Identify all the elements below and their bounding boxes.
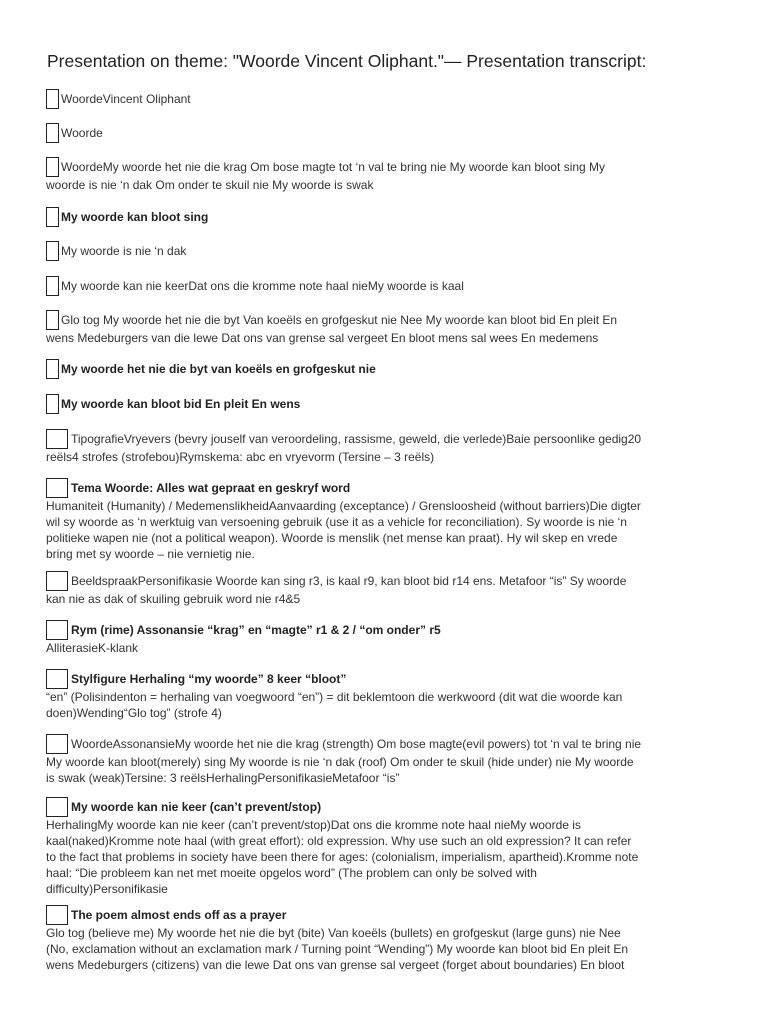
slide-item-10 (46, 429, 722, 465)
slide-thumbnail[interactable] (46, 359, 59, 379)
slide-item-11 (46, 478, 722, 562)
slide-item-7 (46, 310, 722, 346)
slide-item-1 (46, 89, 722, 109)
slide-text-line: AlliterasieK-klank (46, 641, 139, 655)
slide-text-line: My woorde kan nie keerDat ons die kromme note haal nieMy woorde is kaal (61, 279, 464, 293)
slide-text-line: wens Medeburgers van die lewe Dat ons van grense sal vergeet En bloot mens sal wees En medemens (46, 331, 599, 345)
slide-text-line: kaal(naked)Kromme note haal (with great effort): old expression. Why use such an old expression? It can refer (46, 834, 632, 848)
slide-text-line: Humaniteit (Humanity) / MedemenslikheidAanvaarding (exceptance) / Grensloosheid (without barriers)Die digter (46, 499, 641, 513)
slide-thumbnail[interactable] (46, 797, 68, 817)
page-title: Presentation on theme: "Woorde Vincent Oliphant."— Presentation transcript: (47, 51, 647, 71)
slide-text-line: “en” (Polisindenton = herhaling van voegwoord “en”) = dit beklemtoon die werkwoord (dit wat die woorde kan (46, 690, 623, 704)
slide-text-line: Glo tog My woorde het nie die byt Van koeëls en grofgeskut nie Nee My woorde kan bloot bid En pleit En (61, 313, 618, 327)
slide-text-line: is swak (weak)Tersine: 3 reëlsHerhalingPersonifikasieMetafoor “is” (46, 771, 400, 785)
slide-heading: Rym (rime) Assonansie “krag” en “magte” r1 & 2 / “om onder” r5 (71, 623, 441, 637)
slide-thumbnail[interactable] (46, 734, 68, 754)
slide-text-line: haal: “Die probleem kan net met moeite opgelos word” (The problem can only be solved with (46, 866, 537, 880)
slide-text-line: My woorde is nie ‘n dak (61, 244, 187, 258)
slide-item-9 (46, 394, 722, 414)
slide-text-line: wens Medeburgers (citizens) van die lewe Dat ons van grense sal vergeet (forget about boundaries) En bloot (46, 958, 625, 972)
slide-text-line: bring met sy woorde – nie vernietig nie. (46, 547, 255, 561)
slide-heading: My woorde het nie die byt van koeëls en grofgeskut nie (61, 362, 376, 376)
slide-text-line: reëls4 strofes (strofebou)Rymskema: abc en vryevorm (Tersine – 3 reëls) (46, 450, 435, 464)
slide-thumbnail[interactable] (46, 394, 59, 414)
slide-item-15 (46, 734, 722, 786)
slide-thumbnail[interactable] (46, 905, 68, 925)
slide-text-line: doen)Wending“Glo tog” (strofe 4) (46, 706, 222, 720)
slide-item-14 (46, 669, 722, 721)
slide-item-16 (46, 797, 722, 897)
slide-item-4 (46, 207, 722, 227)
slide-thumbnail[interactable] (46, 123, 59, 143)
slide-item-5 (46, 241, 722, 261)
slide-heading: My woorde kan bloot bid En pleit En wens (61, 397, 301, 411)
slide-thumbnail[interactable] (46, 89, 59, 109)
slide-text-line: Glo tog (believe me) My woorde het nie die byt (bite) Van koeëls (bullets) en grofgeskut (large guns) nie Nee (46, 926, 621, 940)
slide-thumbnail[interactable] (46, 571, 68, 591)
slide-heading: The poem almost ends off as a prayer (71, 908, 287, 922)
slide-text-line: WoordeVincent Oliphant (61, 92, 191, 106)
slide-text-line: kan nie as dak of skuiling gebruik word nie r4&5 (46, 592, 301, 606)
slide-thumbnail[interactable] (46, 207, 59, 227)
slide-thumbnail[interactable] (46, 241, 59, 261)
slide-item-6 (46, 276, 722, 296)
slide-thumbnail[interactable] (46, 310, 59, 330)
slide-item-13 (46, 620, 722, 656)
slide-text-line: BeeldspraakPersonifikasie Woorde kan sing r3, is kaal r9, kan bloot bid r14 ens. Metafoor “is” Sy woorde (71, 574, 627, 588)
slide-thumbnail[interactable] (46, 429, 68, 449)
slide-text-line: to the fact that problems in society have been there for ages: (colonialism, imperialism, apartheid).Kromme note (46, 850, 639, 864)
slide-text-line: (No, exclamation without an exclamation mark / Turning point “Wending”) My woorde kan bloot bid En pleit En (46, 942, 629, 956)
slide-heading: My woorde kan bloot sing (61, 210, 209, 224)
slide-text-line: woorde is nie ‘n dak Om onder te skuil nie My woorde is swak (46, 178, 374, 192)
slide-heading: Stylfigure Herhaling “my woorde” 8 keer “bloot” (71, 672, 347, 686)
slide-item-8 (46, 359, 722, 379)
slide-item-3 (46, 157, 722, 193)
slide-text-line: TipografieVryevers (bevry jouself van veroordeling, rassisme, geweld, die verlede)Baie persoonlike gedig20 (71, 432, 642, 446)
slide-thumbnail[interactable] (46, 478, 68, 498)
slide-heading: My woorde kan nie keer (can’t prevent/stop) (71, 800, 322, 814)
slide-text-line: WoordeMy woorde het nie die krag Om bose magte tot ‘n val te bring nie My woorde kan bloot sing My (61, 160, 606, 174)
slide-heading: Tema Woorde: Alles wat gepraat en geskryf word (71, 481, 351, 495)
slide-text-line: politieke wapen nie (not a political weapon). Woorde is menslik (net mense kan praat). Hy wil skep en vrede (46, 531, 618, 545)
slide-item-2 (46, 123, 722, 143)
slide-thumbnail[interactable] (46, 669, 68, 689)
slide-item-17 (46, 905, 722, 973)
slide-text-line: WoordeAssonansieMy woorde het nie die krag (strength) Om bose magte(evil powers) tot ‘n val te bring nie (71, 737, 642, 751)
slide-text-line: My woorde kan bloot(merely) sing My woorde is nie ‘n dak (roof) Om onder te skuil (hide under) nie My woorde (46, 755, 634, 769)
slide-text-line: difficulty)Personifikasie (46, 882, 168, 896)
slide-thumbnail[interactable] (46, 620, 68, 640)
slide-thumbnail[interactable] (46, 276, 59, 296)
slide-thumbnail[interactable] (46, 157, 59, 177)
slide-text-line: HerhalingMy woorde kan nie keer (can’t prevent/stop)Dat ons die kromme note haal nieMy woorde is (46, 818, 581, 832)
slide-item-12 (46, 571, 722, 607)
slide-text-line: Woorde (61, 126, 103, 140)
slide-text-line: wil sy woorde as ‘n werktuig van versoening gebruik (use it as a vehicle for reconciliation). Sy woorde is nie ‘n (46, 515, 627, 529)
